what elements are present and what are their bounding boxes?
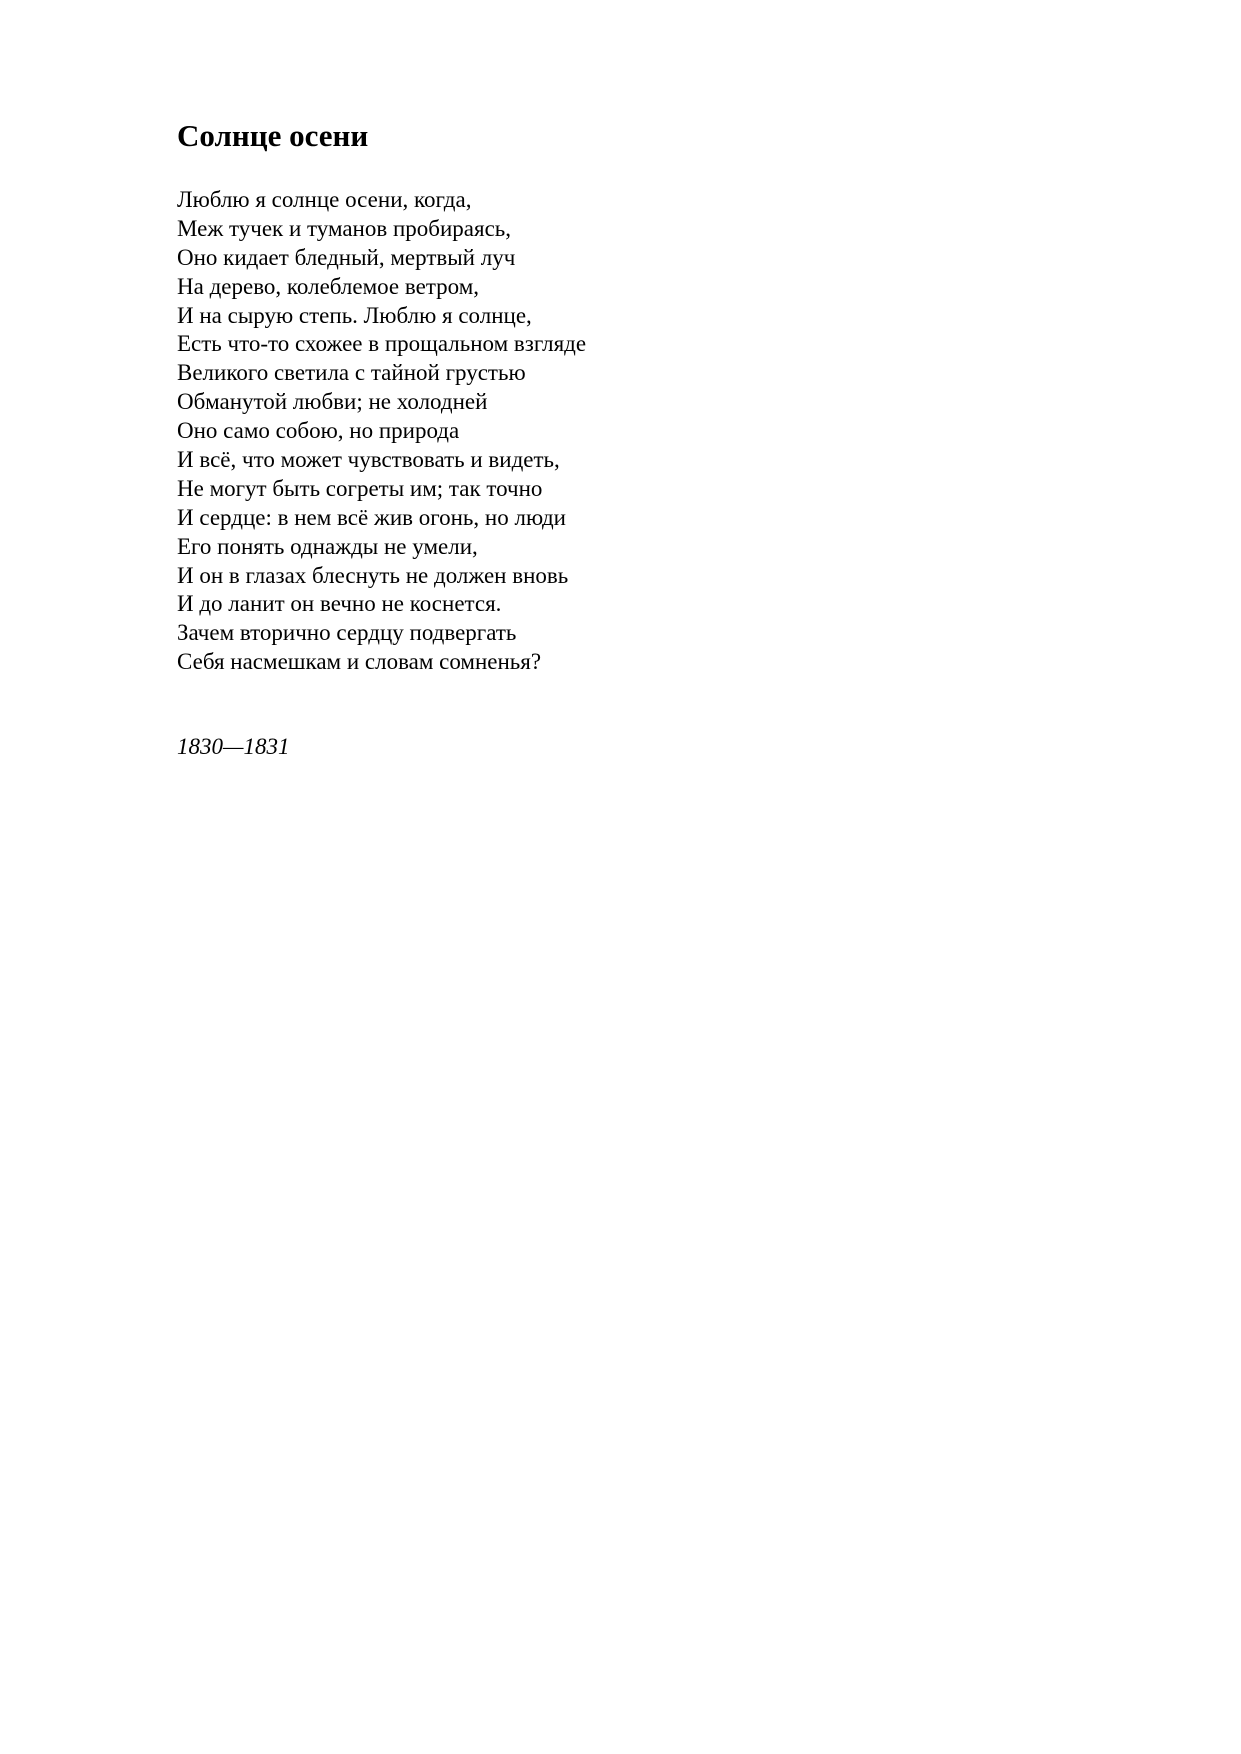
poem-line: Зачем вторично сердцу подвергать <box>177 620 517 646</box>
poem-line: Люблю я солнце осени, когда, <box>177 187 472 212</box>
poem-line: Есть что-то схожее в прощальном взгляде <box>177 331 587 357</box>
poem-line: Великого светила с тайной грустью <box>177 360 526 386</box>
poem-line: Его понять однажды не умели, <box>177 533 478 559</box>
poem-line: И всё, что может чувствовать и видеть, <box>177 447 560 473</box>
poem-line: И он в глазах блеснуть не должен вновь <box>177 562 569 588</box>
poem-body <box>177 186 586 677</box>
poem-line: И на сырую степь. Люблю я солнце, <box>177 302 532 328</box>
poem-line: И сердце: в нем всё жив огонь, но люди <box>177 504 566 530</box>
poem-title: Солнце осени <box>177 118 369 153</box>
poem-line: Себя насмешкам и словам сомненья? <box>177 649 542 675</box>
poem-line: Не могут быть согреты им; так точно <box>177 475 543 501</box>
poem-date: 1830—1831 <box>177 734 290 759</box>
poem-line: Оно само собою, но природа <box>177 418 460 444</box>
poem-line: И до ланит он вечно не коснется. <box>177 591 502 617</box>
poem-line: На дерево, колеблемое ветром, <box>177 273 480 299</box>
poem-line: Обманутой любви; не холодней <box>177 389 488 415</box>
poem-line: Оно кидает бледный, мертвый луч <box>177 244 516 270</box>
poem-line: Меж тучек и туманов пробираясь, <box>177 215 512 241</box>
